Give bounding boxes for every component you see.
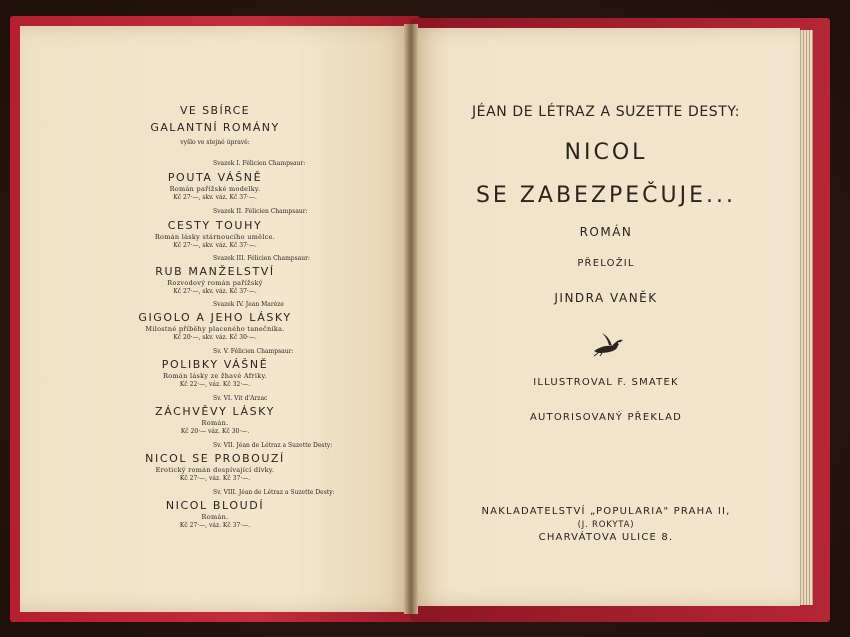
volume-3-price: Kč 27·—, skv. váz. Kč 37·—.	[173, 288, 257, 295]
volume-6-label: Sv. VI. Vit d'Arzac	[213, 395, 268, 402]
volume-2-label: Svazek II. Félicien Champsaur:	[213, 208, 308, 215]
author-line: JÉAN DE LÉTRAZ A SUZETTE DESTY:	[471, 104, 741, 120]
volume-2-price: Kč 27·—, skv. váz. Kč 37·—.	[173, 242, 257, 249]
volume-5-price: Kč 22·—, váz. Kč 32·—.	[179, 381, 251, 388]
volume-7-desc: Erotický román dospívající dívky.	[155, 466, 275, 474]
volume-3-label: Svazek III. Félicien Champsaur:	[213, 255, 311, 262]
publisher-line-3: CHARVÁTOVA ULICE 8.	[538, 532, 674, 543]
translated-by-label: PŘELOŽIL	[577, 258, 635, 269]
volume-7-label: Sv. VII. Jéan de Létraz a Suzette Desty:	[213, 442, 333, 449]
volume-8-price: Kč 27·—, váz. Kč 37·—.	[179, 522, 251, 529]
volume-4-price: Kč 20·—, skv. váz. Kč 30·—.	[173, 334, 257, 341]
volume-3-desc: Rozvodový román pařížský	[167, 279, 263, 287]
left-page-text	[20, 26, 410, 612]
volume-1-desc: Román pařížské modelky.	[169, 185, 261, 193]
volume-5-title: POLIBKY VÁŠNĚ	[161, 358, 269, 371]
illustrator-line: ILLUSTROVAL F. SMATEK	[533, 377, 679, 388]
book-title-2: SE ZABEZPEČUJE...	[475, 183, 737, 208]
volume-4-title: GIGOLO A JEHO LÁSKY	[138, 311, 292, 324]
volume-5-desc: Román lásky ze žhavé Afriky.	[163, 372, 267, 380]
book-title-1: NICOL	[564, 140, 648, 165]
series-note: vyšlo ve stejné úpravě:	[180, 139, 250, 146]
volume-2-desc: Román lásky stárnoucího umělce.	[154, 233, 276, 241]
volume-5-label: Sv. V. Félicien Champsaur:	[213, 348, 294, 355]
volume-7-price: Kč 27·—, váz. Kč 37·—.	[179, 475, 251, 482]
volume-8-desc: Román.	[201, 513, 229, 521]
volume-6-desc: Román.	[201, 419, 229, 427]
genre-label: ROMÁN	[579, 225, 633, 239]
publisher-line-1: NAKLADATELSTVÍ „POPULARIA" PRAHA II,	[481, 506, 731, 517]
volume-1-label: Svazek I. Félicien Champsaur:	[213, 160, 306, 167]
volume-8-title: NICOL BLOUDÍ	[165, 499, 265, 512]
volume-1-price: Kč 27·—, skv. váz. Kč 37·—.	[173, 194, 257, 201]
title-page-text	[412, 28, 800, 606]
volume-8-label: Sv. VIII. Jéan de Létraz a Suzette Desty:	[213, 489, 335, 496]
publisher-line-2: (J. ROKYTA)	[577, 520, 635, 530]
volume-3-title: RUB MANŽELSTVÍ	[155, 265, 275, 278]
volume-6-price: Kč 20·— váz. Kč 30·—.	[180, 428, 250, 435]
volume-2-title: CESTY TOUHY	[167, 219, 263, 232]
authorized-line: AUTORISOVANÝ PŘEKLAD	[529, 412, 683, 423]
series-header-2: GALANTNÍ ROMÁNY	[150, 121, 280, 134]
volume-4-label: Svazek IV. Jean Marèze	[213, 301, 284, 308]
volume-1-title: POUTA VÁŠNĚ	[167, 171, 263, 184]
volume-7-title: NICOL SE PROBOUZÍ	[145, 452, 285, 465]
volume-4-desc: Milostné příběhy placeného tanečníka.	[145, 325, 285, 333]
volume-6-title: ZÁCHVĚVY LÁSKY	[155, 405, 275, 418]
translator-name: JINDRA VANĚK	[554, 291, 658, 305]
bird-vignette-icon	[590, 329, 626, 357]
series-header-1: VE SBÍRCE	[179, 104, 251, 117]
